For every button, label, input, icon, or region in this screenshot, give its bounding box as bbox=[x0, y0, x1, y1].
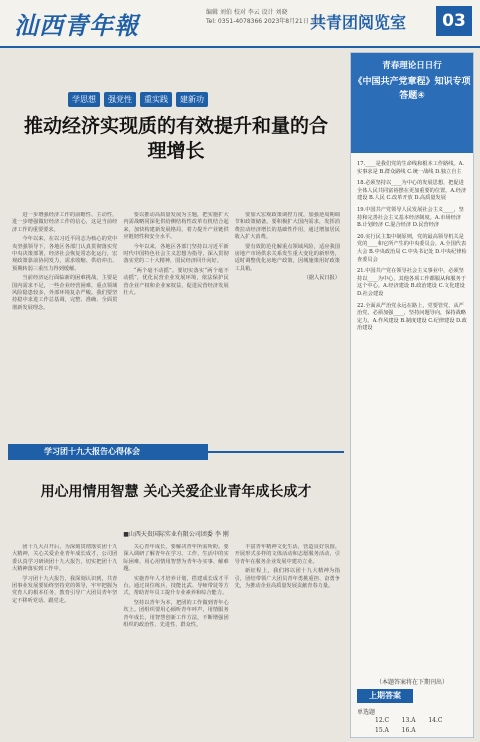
sidebar-subtitle: 《中国共产党章程》知识专项答题④ bbox=[353, 77, 471, 101]
section-title: 共青团阅览室 bbox=[310, 13, 407, 32]
quiz-question: 18.必须坚持以____为中心的发展思想，把促进全体人民共同富裕摆在更加重要的位置。A.经济建设 B.人民 C.改革开放 D.高质量发展 bbox=[357, 180, 467, 202]
section-banner-label: 学习团十九大报告心得体会 bbox=[44, 447, 140, 456]
quiz-question: 19.中国共产党领导人民发展社会主义____，坚持和完善社会主义基本经济制度。A.市场经济 B.计划经济 C.混合经济 D.民营经济 bbox=[357, 206, 464, 229]
answer-item: 12.C bbox=[375, 717, 390, 724]
answers-grid bbox=[375, 717, 455, 734]
answer-item: 14.C bbox=[428, 717, 443, 724]
lead-paragraph: 当前经济运行面临新的困难挑战，主要是国内需求不足，一些企业经营困难，重点领域风险隐患较多，外部环境复杂严峻。我们要坚持稳中求进工作总基调，完整、准确、全面贯彻新发展理念。 bbox=[12, 275, 118, 311]
lead-tag: 重实践 bbox=[140, 92, 172, 107]
feature-column-2 bbox=[123, 544, 228, 734]
lead-article bbox=[12, 212, 340, 442]
lead-tag: 学思想 bbox=[68, 92, 100, 107]
answers-subtitle: 单选题 bbox=[357, 709, 376, 716]
quiz-question: 21.中国共产党在领导社会主义事业中，必须坚持以____为中心，其他各项工作都服从和服务于这个中心。A.经济建设 B.政治建设 C.文化建设 D.社会建设 bbox=[357, 268, 466, 297]
lead-column-2 bbox=[123, 212, 228, 442]
quiz-question: 20.实行民主集中制原则，党的最高领导机关是党的____和它所产生的中央委员会。A.全国代表大会 B.中央政治局 C.中央书记处 D.中央纪律检查委员会 bbox=[357, 233, 467, 263]
sidebar-questions bbox=[357, 161, 467, 337]
masthead-info-line1: 编辑 刘伯 校对 李云 设计 刘晓 bbox=[206, 9, 288, 16]
answer-item bbox=[428, 727, 455, 734]
feature-paragraph: 实施青年人才培养计划，搭建成长成才平台。通过岗位练兵、技能比武、导师带徒等方式，帮助青年员工提升专业素养和综合能力。 bbox=[123, 575, 229, 597]
section-divider bbox=[208, 451, 344, 453]
lead-paragraph: 要有效防范化解重点领域风险，适应我国房地产市场供求关系发生重大变化的新形势，适时调整优化房地产政策，因城施策用好政策工具箱。 bbox=[234, 243, 340, 272]
sidebar-header bbox=[351, 53, 473, 153]
sidebar-footer-note: （本题答案将在下期刊出） bbox=[375, 679, 448, 686]
lead-tag: 强党性 bbox=[104, 92, 136, 107]
answer-item: 15.A bbox=[375, 727, 389, 734]
feature-article bbox=[12, 544, 340, 734]
masthead-info-line2: Tel: 0351-4078366 2023年8月21日 星期一 bbox=[206, 18, 329, 25]
answer-item: 13.A bbox=[401, 717, 416, 724]
feature-byline: ■山西天贵国际实业有限公司团委 李 刚 bbox=[123, 531, 229, 538]
lead-column-1 bbox=[12, 212, 117, 442]
feature-paragraph: 学习团十九大报告，我深刻认识到，共青团事业发展要始终坚持党的领导，牢牢把握为党育人的根本任务，教育引导广大团员青年坚定不移听党话、跟党走。 bbox=[12, 575, 118, 604]
lead-paragraph: 今年以来，各地区各部门坚持以习近平新时代中国特色社会主义思想为指导，深入贯彻落实党的二十大精神，国民经济回升向好。 bbox=[123, 243, 229, 265]
lead-paragraph: 要加大宏观政策调控力度，加强逆周期调节和政策储备。要积极扩大国内需求，发挥消费拉动经济增长的基础性作用，通过增加居民收入扩大消费。 bbox=[234, 212, 340, 241]
feature-column-1 bbox=[12, 544, 117, 734]
lead-paragraph: “两个毫不动摇”。要切实落实“两个毫不动摇”，优化民营企业发展环境，依法保护民营企业产权和企业家权益，促进民营经济发展壮大。 bbox=[123, 267, 229, 297]
lead-column-3 bbox=[235, 212, 340, 442]
answer-item: 16.A bbox=[401, 727, 416, 734]
feature-paragraph: 坚持以青年为本，把团的工作做到青年心坎上。团组织要用心倾听青年呼声，用情服务青年成长，用智慧创新工作方法，不断增强团组织的政治性、先进性、群众性。 bbox=[123, 599, 229, 629]
feature-paragraph: 丰富青年精神文化生活，营造良好氛围。开展形式多样的文体活动和志愿服务活动，引导青年在服务企业发展中建功立业。 bbox=[234, 544, 340, 565]
newspaper-logo: 汕西青年報 bbox=[14, 11, 139, 40]
answers-title: 上期答案 bbox=[357, 689, 413, 703]
masthead bbox=[0, 0, 480, 48]
feature-column-3 bbox=[235, 544, 340, 734]
lead-headline: 推动经济实现质的有效提升和量的合理增长 bbox=[23, 115, 328, 162]
page-number: 03 bbox=[436, 6, 472, 36]
feature-headline: 用心用情用智慧 关心关爱企业青年成长成才 bbox=[40, 484, 312, 500]
feature-paragraph: 团十九大召开后，为深刻贯彻落实团十九大精神，关心关爱企业青年成长成才，公司团委认真学习研读团十九大报告，切实把团十九大精神落实到工作中。 bbox=[12, 544, 118, 573]
feature-paragraph: 新征程上，我们将以团十九大精神为指引，团结带领广大团员青年勇挑重担、奋勇争先，为推动企业高质量发展贡献青春力量。 bbox=[234, 568, 340, 590]
quiz-question: 22.全面从严治党永远在路上，党要管党、从严治党，必须加强____，坚持问题导向，保持战略定力。A.作风建设 B.制度建设 C.纪律建设 D.政治建设 bbox=[357, 302, 467, 332]
lead-byline: （据人民日报） bbox=[303, 275, 340, 282]
sidebar-title: 青春理论日日行 bbox=[382, 61, 442, 71]
lead-paragraph: 进一步增强经济工作的前瞻性、主动性，进一步增强做好经济工作的信心，这是当前经济工作的重要要求。 bbox=[12, 212, 118, 233]
lead-tags bbox=[68, 92, 208, 107]
quiz-question: 17.____是我们党的生命线和根本工作路线。A.实事求是 B.群众路线 C.统一战线 D.独立自主 bbox=[357, 161, 465, 175]
lead-paragraph: 今年以来，在以习近平同志为核心的党中央坚强领导下，各地区各部门认真贯彻落实党中央决策部署，经济社会恢复常态化运行，宏观政策靠前协同发力，需求收缩、供给冲击、预期转弱三重压力得到缓解。 bbox=[12, 236, 118, 272]
feature-paragraph: 关心青年成长，要解决青年所需所盼。要深入调研了解青年在学习、工作、生活中的实际困难，用心用情用智慧为青年办实事、解难题。 bbox=[123, 544, 229, 573]
sidebar-quiz bbox=[350, 52, 474, 738]
lead-paragraph: 要以推动高质量发展为主题，把实施扩大内需战略同深化供给侧结构性改革有机结合起来，加快构建新发展格局，着力提升产业链供应链韧性和安全水平。 bbox=[123, 212, 229, 241]
lead-tag: 建新功 bbox=[176, 92, 208, 107]
main-column bbox=[8, 52, 344, 736]
